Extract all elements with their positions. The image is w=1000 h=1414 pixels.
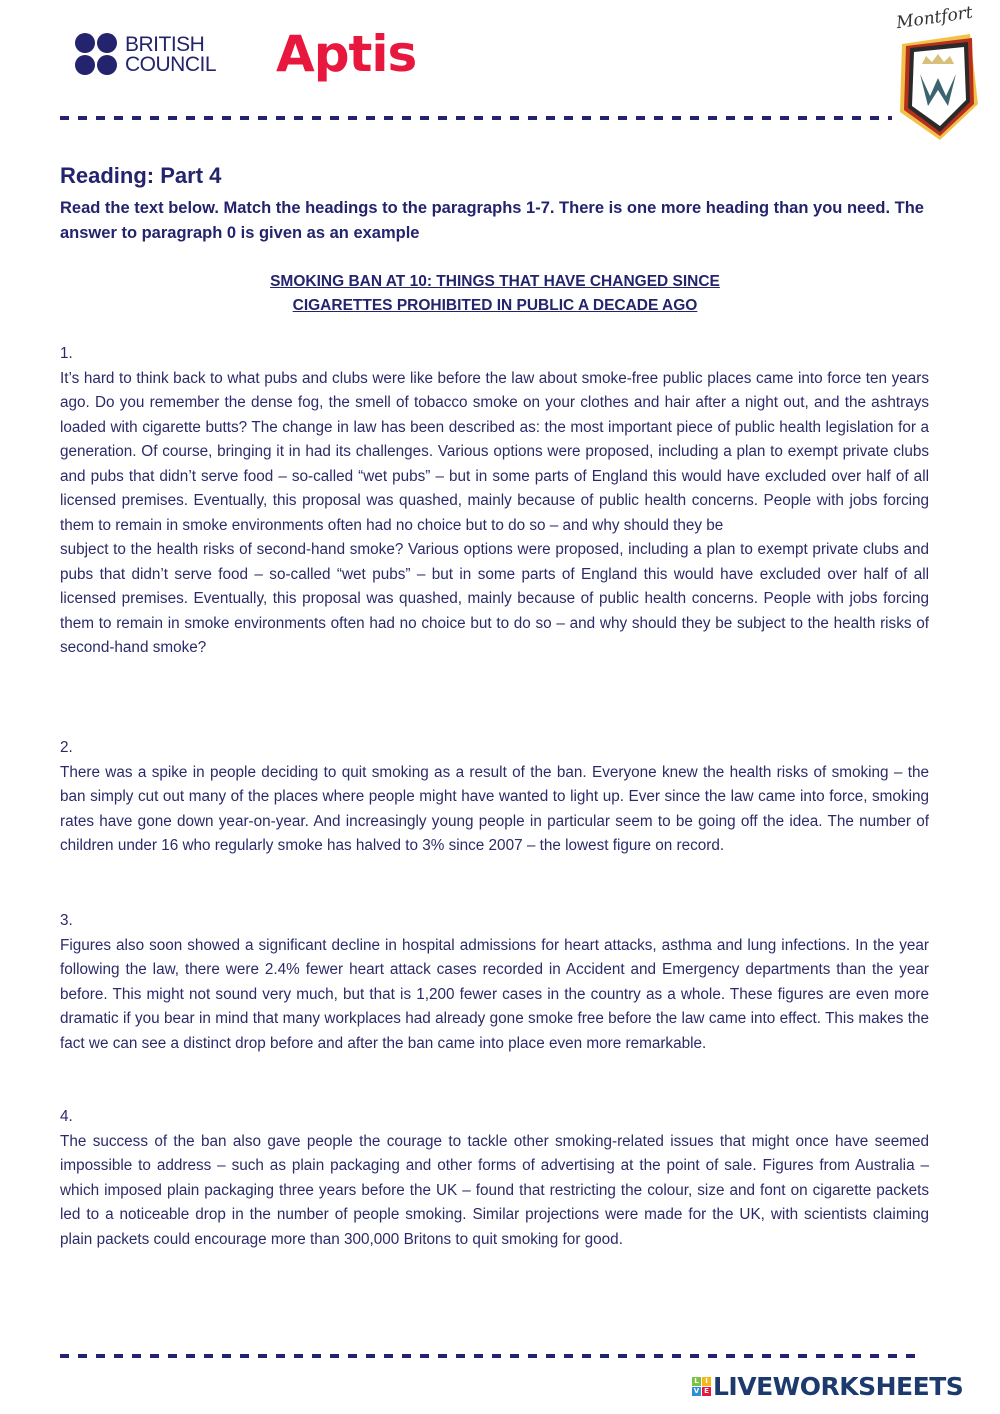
montfort-crest-logo: [888, 4, 988, 144]
paragraph-text: Figures also soon showed a significant decline in hospital admissions for heart attacks, asthma and lung infections. In the year following the law, there were 2.4% fewer heart attack cases recorded in Accident and Emergency departments than the year before. This might not sound very much, but that is 1,200 fewer cases in the country as a whole. These figures are even more dramatic if you bear in mind that many workplaces had already gone smoke free before the law came into effect. This makes the fact we can see a distinct drop before and after the ban came into place even more remarkable.: [60, 936, 929, 1052]
paragraph-2: [60, 736, 929, 859]
paragraph-number: 2.: [60, 739, 73, 756]
british-council-dots-icon: [75, 33, 119, 77]
article-heading: [60, 270, 930, 318]
paragraph-4: [60, 1105, 929, 1252]
footer-dashed-divider: [60, 1354, 922, 1358]
paragraph-text-continued: subject to the health risks of second-hand smoke? Various options were proposed, including a plan to exempt private clubs and pubs that didn’t serve food – so-called “wet pubs” – but in some parts of England this would have excluded over half of all licensed premises. Eventually, this proposal was quashed, mainly because of public health concerns. People with jobs forcing them to remain in smoke environments often had no choice but to do so – and why should they be subject to the health risks of second-hand smoke?: [60, 541, 929, 656]
page-header: [0, 0, 1000, 150]
header-dashed-divider: [60, 116, 892, 120]
liveworksheets-tiles-icon: [692, 1377, 711, 1396]
paragraph-text: There was a spike in people deciding to quit smoking as a result of the ban. Everyone knew the health risks of smoking – the ban simply cut out many of the places where people might have wanted to light up. Ever since the law came into force, smoking rates have gone down year-on-year. And increasingly young people in particular seem to be going off the idea. The number of children under 16 who regularly smoke has halved to 3% since 2007 – the lowest figure on record.: [60, 763, 929, 854]
tile-e: E: [702, 1387, 711, 1396]
aptis-logo: Aptis: [276, 25, 417, 83]
article-heading-line2: CIGARETTES PROHIBITED IN PUBLIC A DECADE AGO: [292, 297, 698, 314]
tile-i: I: [702, 1377, 711, 1386]
paragraph-3: [60, 909, 929, 1056]
tile-l: L: [692, 1377, 701, 1386]
tile-v: V: [693, 1387, 700, 1395]
liveworksheets-wordmark: LIVEWORKSHEETS: [713, 1372, 964, 1401]
paragraph-text: It’s hard to think back to what pubs and clubs were like before the law about smoke-free public places came into force ten years ago. Do you remember the dense fog, the smell of tobacco smoke on your clothes and hair after a night out, and the ashtrays loaded with cigarette butts? The change in law has been described as: the most important piece of public health legislation for a generation. Of course, bringing it in had its challenges. Various options were proposed, including a plan to exempt private clubs and pubs that didn’t serve food – so-called “wet pubs” – but in some parts of England this would have excluded over half of all licensed premises. Eventually, this proposal was quashed, mainly because of public health concerns. People with jobs forcing them to remain in smoke environments often had no choice but to do so – and why should they be: [60, 369, 929, 534]
paragraph-number: 4.: [60, 1108, 73, 1125]
paragraph-text: The success of the ban also gave people the courage to tackle other smoking-related issues that might once have seemed impossible to address – such as plain packaging and other forms of advertising at the point of sale. Figures from Australia – which imposed plain packaging three years before the UK – found that restricting the colour, size and font on cigarette packets led to a noticeable drop in the number of people smoking. Similar projections were made for the UK, with scientists claiming plain packets could encourage more than 300,000 Britons to quit smoking for good.: [60, 1132, 929, 1248]
british-council-line2: COUNCIL: [125, 53, 217, 76]
liveworksheets-logo[interactable]: [692, 1372, 963, 1401]
british-council-line1: BRITISH: [125, 33, 205, 56]
paragraph-number: 3.: [60, 912, 73, 929]
paragraph-1: [60, 342, 929, 661]
paragraph-number: 1.: [60, 345, 73, 362]
page-title: Reading: Part 4: [60, 163, 222, 188]
article-heading-line1: SMOKING BAN AT 10: THINGS THAT HAVE CHANGED SINCE: [270, 273, 720, 290]
british-council-wordmark: [125, 35, 216, 75]
task-instructions: Read the text below. Match the headings to the paragraphs 1-7. There is one more heading than you need. The answer to paragraph 0 is given as an example: [60, 199, 924, 242]
crest-signature: Montfort: [894, 2, 974, 34]
british-council-logo: [75, 33, 216, 77]
